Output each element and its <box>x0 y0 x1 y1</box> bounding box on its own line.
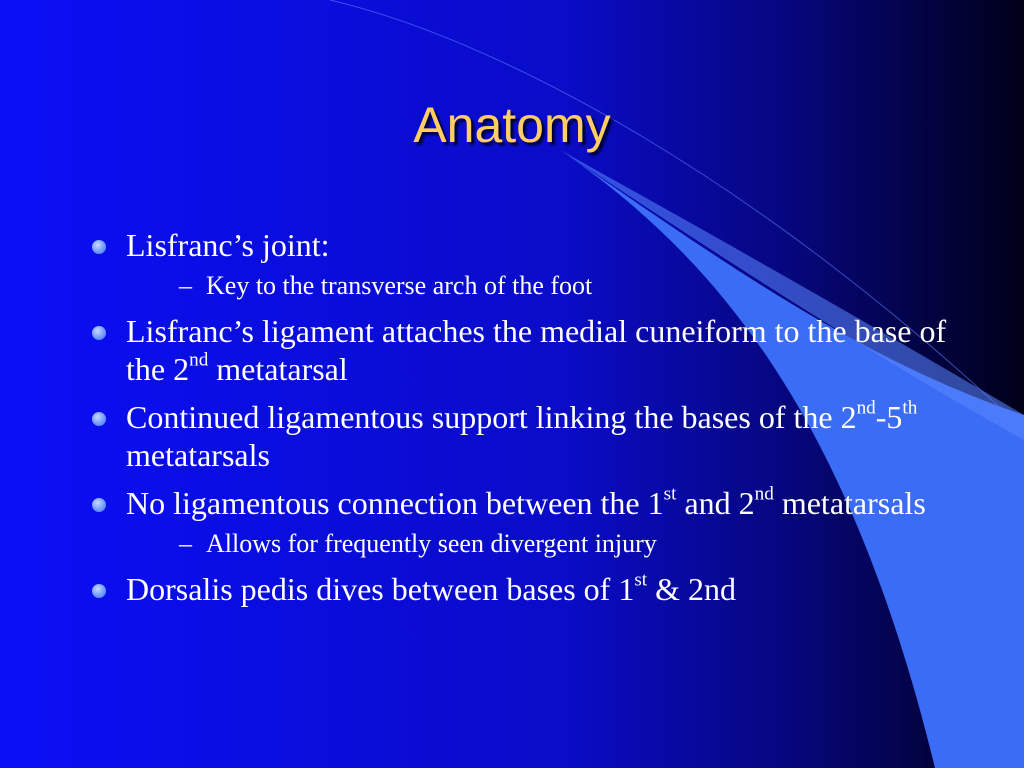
bullet-text: metatarsals <box>773 485 926 521</box>
bullet-text: Key to the transverse arch of the foot <box>206 271 593 300</box>
bullet-item <box>92 312 952 388</box>
superscript: nd <box>754 483 774 505</box>
bullet-text: No ligamentous connection between the 1 <box>126 485 664 521</box>
bullet-text: & 2nd <box>647 571 737 607</box>
bullet-item <box>92 226 952 302</box>
bullet-text: Continued ligamentous support linking the bases of the 2 <box>126 399 857 435</box>
superscript: nd <box>856 397 876 419</box>
slide-title: Anatomy <box>413 97 611 153</box>
bullet-dot-icon <box>92 412 106 426</box>
bullet-list <box>92 226 952 618</box>
bullet-item <box>92 398 952 474</box>
bullet-text: Lisfranc’s joint: <box>126 227 330 263</box>
bullet-text: metatarsal <box>208 351 348 387</box>
bullet-text: and 2 <box>676 485 755 521</box>
bullet-dot-icon <box>92 498 106 512</box>
dash-marker: – <box>179 529 192 558</box>
bullet-dot-icon <box>92 326 106 340</box>
dash-marker: – <box>179 271 192 300</box>
bullet-text: metatarsals <box>126 437 270 473</box>
superscript: nd <box>189 349 209 371</box>
sub-bullet-item <box>126 270 952 302</box>
sub-bullet-item <box>126 528 952 560</box>
bullet-text: -5 <box>875 399 903 435</box>
superscript: st <box>634 569 648 591</box>
bullet-item <box>92 570 952 608</box>
bullet-dot-icon <box>92 240 106 254</box>
superscript: th <box>902 397 918 419</box>
bullet-text: Lisfranc’s ligament attaches the medial cuneiform to the base of the 2 <box>126 313 947 387</box>
bullet-text: Allows for frequently seen divergent injury <box>206 529 657 558</box>
bullet-dot-icon <box>92 584 106 598</box>
bullet-text: Dorsalis pedis dives between bases of 1 <box>126 571 635 607</box>
superscript: st <box>663 483 677 505</box>
bullet-item <box>92 484 952 560</box>
